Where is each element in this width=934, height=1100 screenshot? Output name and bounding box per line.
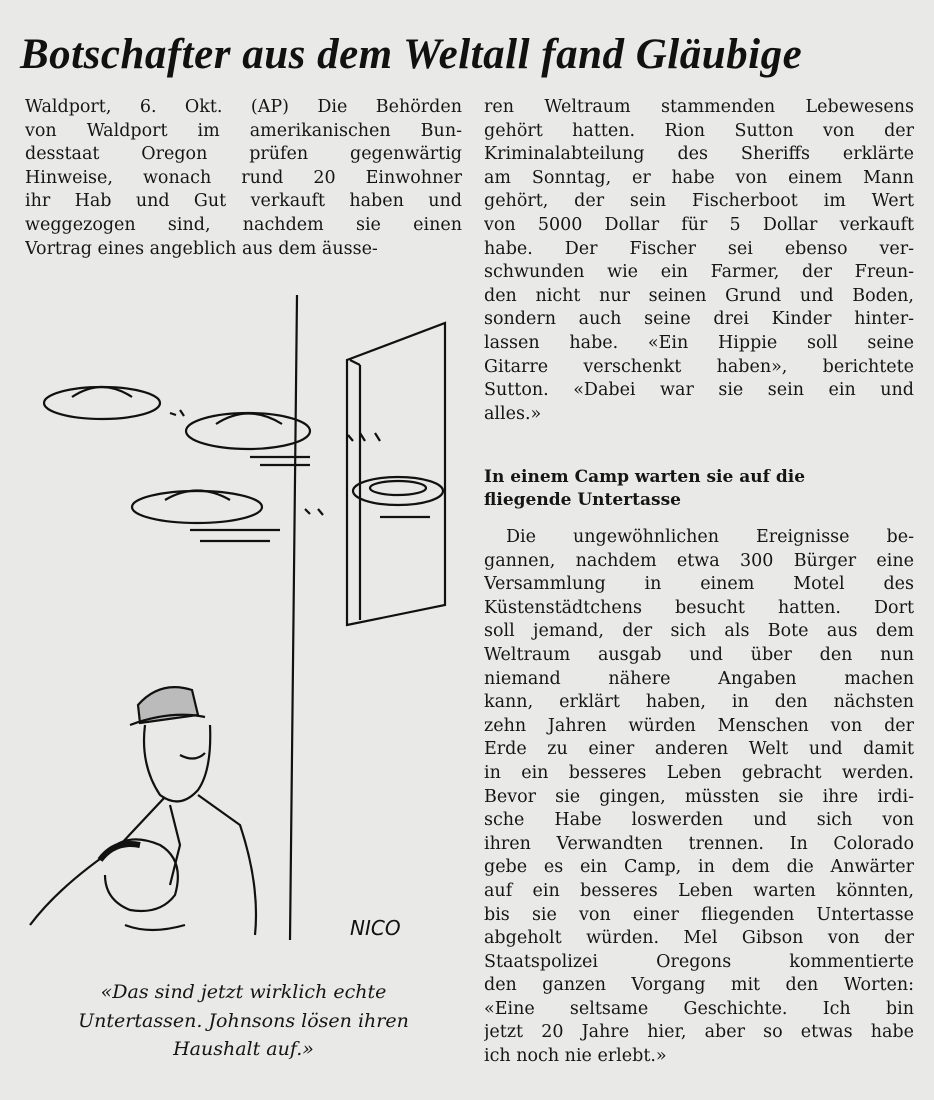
caption-line: «Das sind jetzt wirklich echte — [100, 981, 387, 1003]
text-line: gannen, nachdem etwa 300 Bürger eine — [484, 550, 914, 571]
text-line: soll jemand, der sich als Bote aus dem — [484, 621, 914, 642]
text-line: ren Weltraum stammenden Lebewesens — [484, 97, 914, 117]
cartoon-illustration — [20, 285, 460, 955]
text-line: schwunden wie ein Farmer, der Freun- — [484, 262, 914, 283]
text-line: alles.» — [484, 403, 542, 424]
flying-saucer-in-doorway — [353, 477, 443, 517]
text-line: habe. Der Fischer sei ebenso ver- — [484, 238, 914, 259]
pole — [290, 295, 297, 940]
text-line: Waldport, 6. Okt. (AP) Die Behörden — [25, 97, 462, 117]
caption-line: Untertassen. Johnsons lösen ihren — [78, 1009, 409, 1032]
text-line: ihr Hab und Gut verkauft haben und — [25, 191, 462, 212]
subheading — [484, 466, 914, 512]
text-line: Staatspolizei Oregons kommentierte — [484, 951, 914, 972]
flying-saucer — [44, 387, 184, 419]
text-line: weggezogen sind, nachdem sie einen — [25, 214, 462, 235]
text-line: Die ungewöhnlichen Ereignisse be- — [506, 527, 914, 547]
article-column-right-paragraph-1 — [484, 96, 914, 426]
text-line: Erde zu einer anderen Welt und damit — [484, 739, 914, 760]
text-line: ich noch nie erlebt.» — [484, 1046, 667, 1067]
text-line: niemand nähere Angaben machen — [484, 668, 914, 689]
caption-line: Haushalt auf.» — [173, 1038, 314, 1060]
text-line: kann, erklärt haben, in den nächsten — [484, 692, 914, 713]
text-line: bis sie von einer fliegenden Untertasse — [484, 904, 914, 925]
text-line: gehört hatten. Rion Sutton von der — [484, 120, 914, 141]
text-line: lassen habe. «Ein Hippie soll seine — [484, 332, 914, 353]
text-line: den nicht nur seinen Grund und Boden, — [484, 285, 914, 306]
text-line: abgeholt würden. Mel Gibson von der — [484, 928, 914, 949]
article-column-left — [25, 96, 462, 261]
text-line: am Sonntag, er habe von einem Mann — [484, 167, 914, 188]
subheading-line: In einem Camp warten sie auf die — [484, 467, 806, 487]
headline: Botschafter aus dem Weltall fand Gläubige — [20, 31, 803, 78]
text-line: jetzt 20 Jahre hier, aber so etwas habe — [484, 1022, 914, 1043]
text-line: «Eine seltsame Geschichte. Ich bin — [484, 998, 914, 1019]
text-line: desstaat Oregon prüfen gegenwärtig — [25, 144, 462, 165]
text-line: gebe es ein Camp, in dem die Anwärter — [484, 857, 914, 878]
article-column-right-paragraph-2 — [484, 526, 914, 1069]
text-line: Vortrag eines angeblich aus dem äusse- — [25, 238, 378, 259]
cartoon-signature: NICO — [350, 916, 401, 940]
door-frame — [347, 323, 445, 625]
man-figure — [30, 687, 256, 935]
text-line: Weltraum ausgab und über den nun — [484, 644, 914, 665]
text-line: Versammlung in einem Motel des — [484, 574, 914, 595]
text-line: von Waldport im amerikanischen Bun- — [25, 120, 462, 141]
boy-figure — [100, 839, 185, 930]
text-line: zehn Jahren würden Menschen von der — [484, 715, 914, 736]
text-line: sondern auch seine drei Kinder hinter- — [484, 309, 914, 330]
text-line: ihren Verwandten trennen. In Colorado — [484, 833, 914, 854]
text-line: Hinweise, wonach rund 20 Einwohner — [25, 167, 462, 188]
subheading-line: fliegende Untertasse — [484, 490, 681, 510]
text-line: Küstenstädtchens besucht hatten. Dort — [484, 597, 914, 618]
text-line: sche Habe loswerden und sich von — [484, 810, 914, 831]
text-line: von 5000 Dollar für 5 Dollar verkauft — [484, 214, 914, 235]
flying-saucer — [186, 413, 380, 465]
cartoon-caption — [25, 978, 462, 1064]
text-line: in ein besseres Leben gebracht werden. — [484, 762, 914, 783]
text-line: Kriminalabteilung des Sheriffs erklärte — [484, 144, 914, 165]
text-line: Bevor sie gingen, müssten sie ihre irdi- — [484, 786, 914, 807]
text-line: auf ein besseres Leben warten könnten, — [484, 880, 914, 901]
text-line: Gitarre verschenkt haben», berichtete — [484, 356, 914, 377]
text-line: gehört, der sein Fischerboot im Wert — [484, 191, 914, 212]
text-line: Sutton. «Dabei war sie sein ein und — [484, 380, 914, 401]
text-line: den ganzen Vorgang mit den Worten: — [484, 975, 914, 996]
